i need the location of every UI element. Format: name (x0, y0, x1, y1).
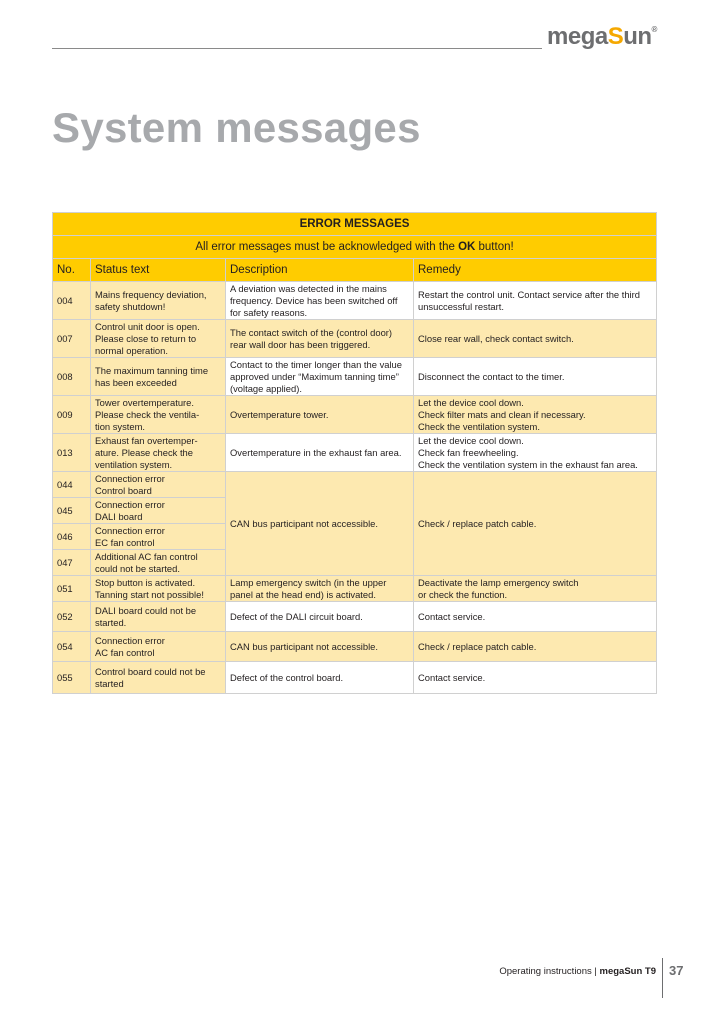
cell-status-text (91, 498, 226, 524)
table-row (53, 396, 657, 434)
column-header-row (53, 259, 657, 282)
page-number: 37 (669, 963, 684, 978)
cell-line: rear wall door has been triggered. (230, 338, 371, 350)
cell-line: panel at the head end) is activated. (230, 588, 376, 600)
cell-line: (voltage applied). (230, 382, 302, 394)
cell-status-text (91, 396, 226, 434)
cell-line: Tower overtemperature. (95, 396, 194, 408)
logo-suffix: un (623, 23, 652, 50)
cell-error-number: 051 (53, 576, 91, 602)
table-title: ERROR MESSAGES (53, 213, 657, 236)
cell-remedy (414, 632, 657, 662)
cell-line: tion system. (95, 420, 146, 432)
cell-description (226, 662, 414, 694)
cell-error-number: 047 (53, 550, 91, 576)
cell-line: or check the function. (418, 588, 508, 600)
cell-line: Contact service. (418, 671, 486, 683)
cell-description (226, 320, 414, 358)
cell-line: The contact switch of the (control door) (230, 326, 393, 338)
cell-remedy (414, 282, 657, 320)
cell-line: has been exceeded (95, 376, 177, 388)
cell-status-text (91, 320, 226, 358)
footer-divider (662, 958, 663, 998)
cell-line: Check filter mats and clean if necessary. (418, 408, 586, 420)
cell-line: Overtemperature in the exhaust fan area. (230, 446, 402, 458)
cell-line: for safety reasons. (230, 306, 308, 318)
cell-line: Mains frequency deviation, (95, 288, 207, 300)
cell-line: Connection error (95, 524, 165, 536)
column-header-remedy: Remedy (414, 259, 657, 282)
cell-remedy (414, 434, 657, 472)
cell-error-number: 044 (53, 472, 91, 498)
cell-line: Let the device cool down. (418, 396, 524, 408)
cell-line: approved under “Maximum tanning time” (230, 370, 399, 382)
subtitle-pre: All error messages must be acknowledged with the (195, 241, 459, 253)
cell-line: CAN bus participant not accessible. (230, 640, 378, 652)
cell-line: Close rear wall, check contact switch. (418, 332, 574, 344)
megasun-logo (547, 23, 657, 51)
footer-product: megaSun T9 (599, 966, 656, 977)
table-row (53, 282, 657, 320)
cell-description (226, 602, 414, 632)
column-header-no: No. (53, 259, 91, 282)
table-subtitle (53, 236, 657, 259)
logo-registered-mark: ® (651, 25, 657, 34)
header-rule (52, 48, 542, 49)
subtitle-post: button! (475, 241, 514, 253)
cell-error-number: 004 (53, 282, 91, 320)
cell-line: Let the device cool down. (418, 434, 524, 446)
cell-line: CAN bus participant not accessible. (230, 517, 378, 529)
cell-line: DALI board (95, 510, 143, 522)
cell-status-text (91, 550, 226, 576)
logo-prefix: mega (547, 23, 608, 50)
cell-line: ature. Please check the (95, 446, 193, 458)
cell-error-number: 045 (53, 498, 91, 524)
cell-line: Restart the control unit. Contact service after the third (418, 288, 640, 300)
cell-line: could not be started. (95, 562, 180, 574)
cell-description (226, 472, 414, 576)
cell-description (226, 358, 414, 396)
cell-remedy (414, 358, 657, 396)
table-row (53, 602, 657, 632)
cell-line: Connection error (95, 472, 165, 484)
cell-description (226, 434, 414, 472)
cell-line: Please close to return to (95, 332, 197, 344)
cell-line: Additional AC fan control (95, 550, 198, 562)
cell-status-text (91, 576, 226, 602)
cell-line: frequency. Device has been switched off (230, 294, 398, 306)
cell-line: normal operation. (95, 344, 168, 356)
cell-status-text (91, 282, 226, 320)
table-row (53, 320, 657, 358)
cell-line: ventilation system. (95, 458, 173, 470)
cell-line: Check the ventilation system in the exhaust fan area. (418, 458, 638, 470)
table-row (53, 434, 657, 472)
cell-line: Check / replace patch cable. (418, 640, 537, 652)
cell-status-text (91, 632, 226, 662)
footer-text (499, 966, 656, 977)
cell-error-number: 009 (53, 396, 91, 434)
table-row (53, 632, 657, 662)
cell-error-number: 008 (53, 358, 91, 396)
cell-line: Please check the ventila- (95, 408, 200, 420)
cell-line: Defect of the DALI circuit board. (230, 610, 363, 622)
cell-description (226, 282, 414, 320)
cell-line: Contact to the timer longer than the value (230, 358, 402, 370)
cell-line: Stop button is activated. (95, 576, 196, 588)
cell-description (226, 396, 414, 434)
cell-error-number: 007 (53, 320, 91, 358)
cell-line: Deactivate the lamp emergency switch (418, 576, 579, 588)
cell-error-number: 013 (53, 434, 91, 472)
cell-line: Disconnect the contact to the timer. (418, 370, 565, 382)
table-subtitle-row (53, 236, 657, 259)
cell-status-text (91, 662, 226, 694)
page-title: System messages (52, 104, 421, 151)
cell-line: unsuccessful restart. (418, 300, 504, 312)
cell-remedy (414, 320, 657, 358)
cell-status-text (91, 524, 226, 550)
table-row (53, 358, 657, 396)
cell-line: The maximum tanning time (95, 364, 209, 376)
cell-line: Check the ventilation system. (418, 420, 540, 432)
error-messages-table (52, 212, 657, 694)
table-row (53, 576, 657, 602)
table-row (53, 662, 657, 694)
table-row (53, 472, 657, 498)
cell-line: safety shutdown! (95, 300, 166, 312)
cell-description (226, 576, 414, 602)
cell-line: Defect of the control board. (230, 671, 344, 683)
cell-line: Check / replace patch cable. (418, 517, 537, 529)
cell-error-number: 054 (53, 632, 91, 662)
cell-error-number: 055 (53, 662, 91, 694)
cell-remedy (414, 472, 657, 576)
cell-line: AC fan control (95, 646, 155, 658)
cell-line: Check fan freewheeling. (418, 446, 519, 458)
cell-error-number: 052 (53, 602, 91, 632)
cell-line: started. (95, 616, 127, 628)
cell-line: Overtemperature tower. (230, 408, 329, 420)
table-title-row (53, 213, 657, 236)
cell-line: A deviation was detected in the mains (230, 282, 387, 294)
cell-error-number: 046 (53, 524, 91, 550)
footer-label: Operating instructions | (499, 966, 600, 977)
cell-line: Connection error (95, 634, 165, 646)
cell-line: Control board (95, 484, 152, 496)
cell-remedy (414, 396, 657, 434)
cell-line: Contact service. (418, 610, 486, 622)
cell-remedy (414, 576, 657, 602)
cell-line: Connection error (95, 498, 165, 510)
cell-line: Exhaust fan overtemper- (95, 434, 198, 446)
cell-description (226, 632, 414, 662)
cell-line: Control unit door is open. (95, 320, 200, 332)
column-header-status: Status text (91, 259, 226, 282)
cell-line: EC fan control (95, 536, 155, 548)
cell-status-text (91, 602, 226, 632)
cell-remedy (414, 662, 657, 694)
cell-line: Control board could not be (95, 665, 206, 677)
cell-line: Lamp emergency switch (in the upper (230, 576, 387, 588)
cell-line: started (95, 677, 124, 689)
cell-line: DALI board could not be (95, 604, 197, 616)
cell-line: Tanning start not possible! (95, 588, 204, 600)
subtitle-ok-key: OK (458, 241, 476, 253)
cell-status-text (91, 358, 226, 396)
error-table-body (53, 213, 657, 694)
cell-remedy (414, 602, 657, 632)
cell-status-text (91, 472, 226, 498)
cell-status-text (91, 434, 226, 472)
logo-sun-letter: S (607, 23, 624, 50)
column-header-description: Description (226, 259, 414, 282)
